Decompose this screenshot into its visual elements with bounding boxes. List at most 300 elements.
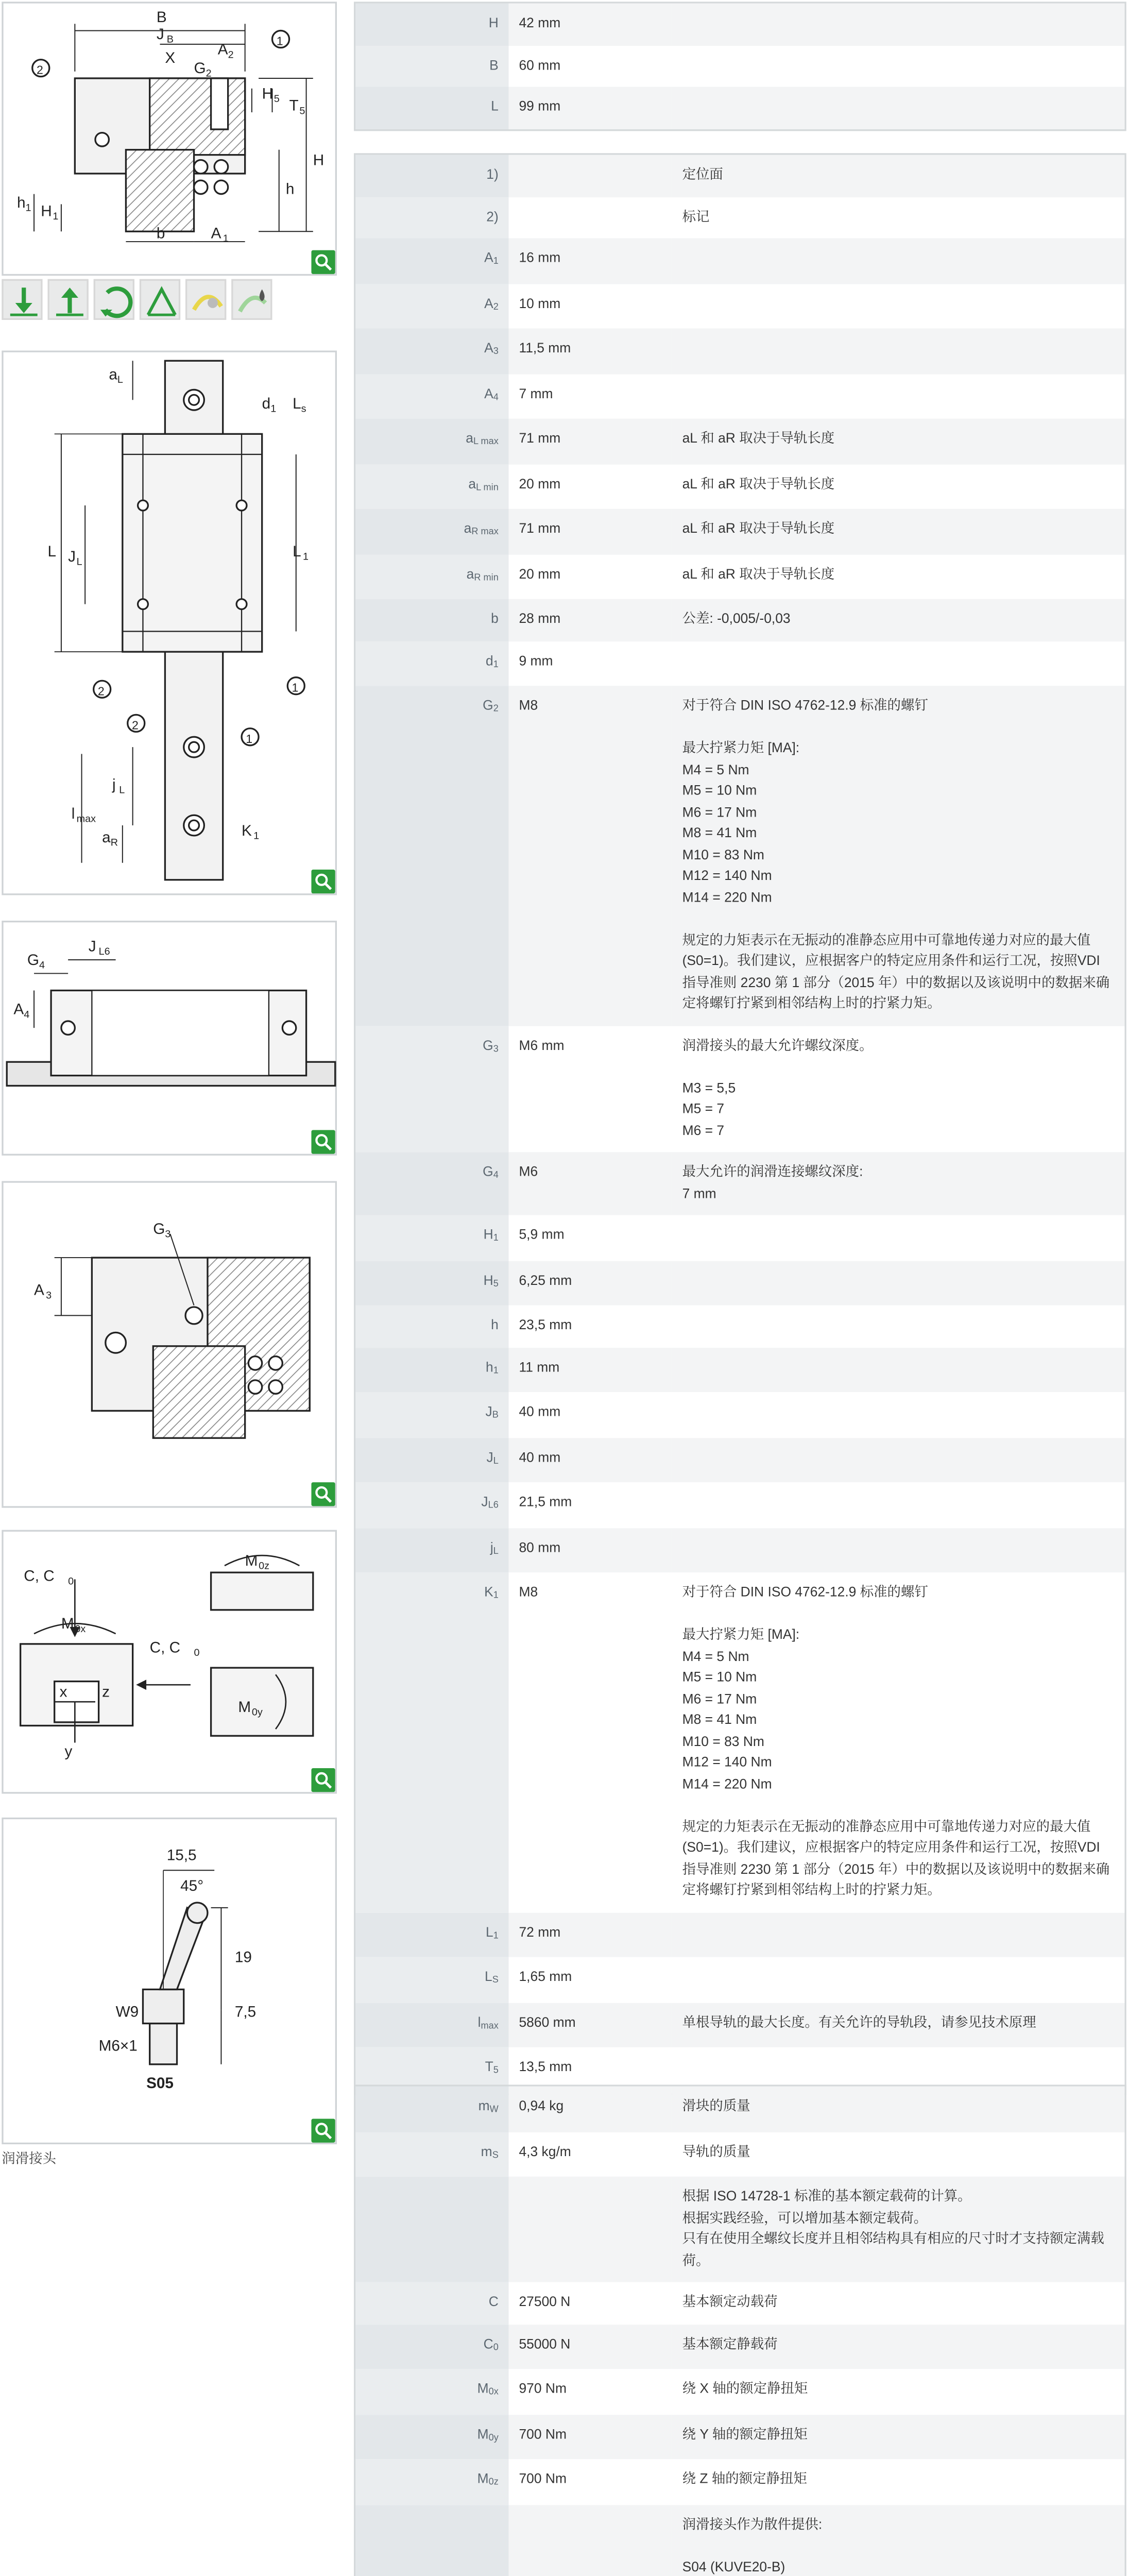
label-cc0-side <box>150 1639 200 1658</box>
row-value: 0,94 kg <box>509 2087 672 2132</box>
svg-text:J: J <box>68 548 76 566</box>
key-symbol: M <box>477 2471 489 2486</box>
row-value: M6 <box>509 1152 672 1215</box>
label-w9 <box>116 2003 139 2020</box>
row-value: 27500 N <box>509 2282 672 2324</box>
key-subscript: L min <box>476 482 499 493</box>
table-row <box>355 197 1124 239</box>
svg-text:L: L <box>293 543 301 561</box>
key-subscript: 0x <box>488 2387 499 2398</box>
key-subscript: 3 <box>493 1044 499 1055</box>
row-key <box>355 2324 508 2369</box>
svg-text:j: j <box>112 776 116 793</box>
key-symbol: m <box>481 2143 492 2159</box>
row-key <box>355 45 508 87</box>
row-key <box>355 197 508 239</box>
dim-T5 <box>289 97 305 117</box>
svg-text:G: G <box>194 60 206 77</box>
row-key <box>355 1482 508 1528</box>
svg-text:15,5: 15,5 <box>166 1846 197 1864</box>
dim-H <box>313 151 324 168</box>
dim-A1 <box>211 225 229 244</box>
svg-text:L: L <box>76 556 82 568</box>
svg-text:K: K <box>242 822 252 839</box>
table-row <box>355 1152 1124 1215</box>
row-value: 55000 N <box>509 2324 672 2369</box>
svg-text:h: h <box>17 194 26 211</box>
svg-text:2: 2 <box>206 67 212 79</box>
row-description: 绕 X 轴的额定静扭矩 <box>672 2369 1125 2414</box>
table-row <box>355 1215 1124 1260</box>
zoom-icon[interactable] <box>311 250 335 274</box>
row-key <box>355 1347 508 1392</box>
key-symbol: L <box>486 1924 493 1939</box>
svg-text:M6×1: M6×1 <box>98 2037 138 2055</box>
table-row <box>355 2324 1124 2369</box>
row-key <box>355 2459 508 2504</box>
label-cc0-top <box>24 1568 74 1587</box>
dim-Ls <box>293 395 306 415</box>
svg-text:0z: 0z <box>259 1560 270 1572</box>
row-key <box>355 1957 508 2003</box>
moment-icon <box>94 279 134 320</box>
table-row <box>355 87 1124 128</box>
svg-text:L: L <box>47 543 57 561</box>
key-symbol: a <box>466 566 474 582</box>
svg-text:max: max <box>76 813 96 825</box>
row-value: 11,5 mm <box>509 329 672 374</box>
table-row <box>355 464 1124 509</box>
table-row <box>355 2459 1124 2504</box>
row-description: aL 和 aR 取决于导轨长度 <box>672 509 1125 554</box>
key-symbol: L <box>484 1969 492 1985</box>
zoom-icon[interactable] <box>311 1768 335 1792</box>
row-key <box>355 2002 508 2047</box>
svg-text:3: 3 <box>46 1290 52 1301</box>
row-key <box>355 2504 508 2576</box>
key-symbol: m <box>478 2098 490 2114</box>
figure-side-view <box>2 921 337 1156</box>
row-description <box>672 1912 1125 1957</box>
axis-x <box>60 1683 67 1700</box>
row-description: 公差: -0,005/-0,03 <box>672 599 1125 641</box>
key-symbol: C <box>488 2294 499 2310</box>
row-key <box>355 87 508 128</box>
dim-B <box>157 9 167 26</box>
dim-b <box>157 225 165 242</box>
dim-G2 <box>194 60 212 79</box>
key-symbol: C <box>483 2335 493 2351</box>
dim-K1 <box>242 822 259 842</box>
key-symbol: 2) <box>486 208 499 224</box>
svg-text:S05: S05 <box>146 2075 174 2092</box>
svg-text:W9: W9 <box>115 2003 139 2021</box>
label-m6x1 <box>99 2037 138 2054</box>
dim-45deg <box>180 1877 203 1894</box>
row-description <box>672 641 1125 686</box>
svg-text:2: 2 <box>37 63 43 77</box>
table-main-dimensions <box>354 2 1126 130</box>
row-description <box>672 329 1125 374</box>
svg-text:C, C: C, C <box>149 1639 181 1656</box>
row-key <box>355 554 508 599</box>
svg-text:L: L <box>117 374 123 386</box>
key-subscript: 5 <box>493 1279 499 1290</box>
table-row <box>355 2002 1124 2047</box>
table-row <box>355 45 1124 87</box>
zoom-icon[interactable] <box>311 870 335 893</box>
dim-JB <box>157 26 174 45</box>
row-value: 23,5 mm <box>509 1306 672 1347</box>
key-symbol: b <box>491 611 499 626</box>
table-row <box>355 1306 1124 1347</box>
svg-text:C, C: C, C <box>24 1567 55 1585</box>
key-symbol: a <box>464 520 472 536</box>
figure-lube-nipple <box>2 1818 337 2144</box>
zoom-icon[interactable] <box>311 1130 335 1154</box>
row-description: 润滑接头的最大允许螺纹深度。 M3 = 5,5 M5 = 7 M6 = 7 <box>672 1025 1125 1152</box>
dim-aR <box>102 829 118 849</box>
svg-text:b: b <box>156 225 165 242</box>
row-value: 1,65 mm <box>509 1957 672 2003</box>
table-row <box>355 238 1124 283</box>
key-subscript: 3 <box>493 347 499 358</box>
key-subscript: 2 <box>493 302 499 313</box>
svg-text:M: M <box>238 1699 251 1716</box>
key-symbol: G <box>483 698 493 714</box>
row-description <box>672 238 1125 283</box>
key-subscript: R min <box>474 572 499 583</box>
key-subscript: W <box>489 2105 499 2115</box>
svg-text:y: y <box>64 1742 73 1760</box>
row-value: 6,25 mm <box>509 1260 672 1306</box>
svg-text:G: G <box>153 1220 165 1238</box>
key-symbol: a <box>466 430 474 446</box>
callout-1-bottom <box>242 728 259 745</box>
row-value <box>509 2504 672 2576</box>
key-symbol: A <box>484 385 493 401</box>
row-key <box>355 1306 508 1347</box>
tilt-icon <box>140 279 180 320</box>
figure-caption: 润滑接头 <box>2 2151 57 2166</box>
table-row <box>355 2131 1124 2177</box>
row-value: 20 mm <box>509 464 672 509</box>
svg-text:a: a <box>102 829 111 846</box>
row-key <box>355 2414 508 2460</box>
row-value: 40 mm <box>509 1437 672 1483</box>
row-key <box>355 1528 508 1573</box>
svg-text:A: A <box>13 1001 24 1018</box>
svg-text:4: 4 <box>39 959 45 971</box>
row-description <box>672 87 1125 128</box>
svg-text:B: B <box>156 8 167 26</box>
table-row <box>355 599 1124 641</box>
label-s05 <box>146 2075 174 2092</box>
row-value: 71 mm <box>509 509 672 554</box>
svg-text:0y: 0y <box>251 1706 263 1718</box>
row-key <box>355 155 508 197</box>
key-symbol: M <box>477 2381 489 2396</box>
dim-H5 <box>262 86 280 105</box>
row-description <box>672 45 1125 87</box>
svg-text:H: H <box>41 202 52 220</box>
table-row <box>355 686 1124 1025</box>
row-key <box>355 419 508 464</box>
row-value <box>509 197 672 239</box>
table-row <box>355 1437 1124 1483</box>
row-value: 72 mm <box>509 1912 672 1957</box>
load-down-icon <box>2 279 42 320</box>
row-value: 40 mm <box>509 1392 672 1437</box>
row-value: 5860 mm <box>509 2002 672 2047</box>
key-symbol: A <box>484 250 493 266</box>
key-symbol: 1) <box>486 166 499 182</box>
callout-2-bottom <box>128 715 145 732</box>
svg-text:h: h <box>285 180 295 198</box>
key-subscript: 0z <box>488 2478 499 2488</box>
svg-text:x: x <box>59 1683 67 1701</box>
row-value: 71 mm <box>509 419 672 464</box>
svg-text:0: 0 <box>68 1575 74 1587</box>
row-description: 单根导轨的最大长度。有关允许的导轨段，请参见技术原理 <box>672 2002 1125 2047</box>
row-description: 基本额定静载荷 <box>672 2324 1125 2369</box>
svg-text:2: 2 <box>228 49 234 61</box>
svg-text:3: 3 <box>165 1228 171 1240</box>
key-symbol: G <box>483 1037 493 1053</box>
row-value: 28 mm <box>509 599 672 641</box>
row-description: 绕 Y 轴的额定静扭矩 <box>672 2414 1125 2460</box>
row-description: 最大允许的润滑连接螺纹深度: 7 mm <box>672 1152 1125 1215</box>
row-key <box>355 4 508 45</box>
key-symbol: H <box>483 1227 493 1243</box>
dim-X <box>165 49 175 66</box>
dim-A3 <box>34 1282 52 1301</box>
row-key <box>355 599 508 641</box>
row-value: 20 mm <box>509 554 672 599</box>
svg-text:2: 2 <box>97 684 105 698</box>
row-description <box>672 1392 1125 1437</box>
svg-text:0x: 0x <box>75 1623 86 1635</box>
table-row <box>355 283 1124 329</box>
dim-G4 <box>27 952 45 971</box>
key-subscript: 1 <box>493 659 499 670</box>
key-subscript: 2 <box>493 704 499 715</box>
svg-text:1: 1 <box>223 233 229 245</box>
row-description: 润滑接头作为散件提供: S04 (KUVE20-B) <box>672 2504 1125 2576</box>
key-symbol: J <box>486 1449 493 1465</box>
key-symbol: a <box>468 476 476 491</box>
row-key <box>355 329 508 374</box>
row-description <box>672 374 1125 419</box>
row-key <box>355 1215 508 1260</box>
svg-text:1: 1 <box>246 732 253 745</box>
row-description <box>672 1306 1125 1347</box>
bolt-hole <box>211 78 228 129</box>
row-key <box>355 1437 508 1483</box>
key-symbol: h <box>491 1317 499 1333</box>
dim-h1 <box>17 194 31 214</box>
figure-cross-section <box>2 2 337 276</box>
lube-port <box>95 133 109 146</box>
row-key <box>355 1152 508 1215</box>
key-subscript: L6 <box>488 1501 499 1512</box>
table-row <box>355 1482 1124 1528</box>
row-value <box>509 2177 672 2282</box>
svg-text:L: L <box>293 395 301 412</box>
svg-text:4: 4 <box>24 1009 30 1021</box>
key-subscript: 4 <box>493 1171 499 1181</box>
callout-2 <box>32 60 49 77</box>
row-description: 绕 Z 轴的额定静扭矩 <box>672 2459 1125 2504</box>
svg-text:B: B <box>166 33 174 45</box>
callout-2-top <box>94 681 111 698</box>
row-description: 标记 <box>672 197 1125 239</box>
row-value: 9 mm <box>509 641 672 686</box>
lubrication-icon <box>185 279 226 320</box>
table-row <box>355 155 1124 197</box>
axis-z <box>102 1683 110 1700</box>
load-up-icon <box>47 279 88 320</box>
key-subscript: L <box>493 1455 499 1466</box>
row-description: 对于符合 DIN ISO 4762-12.9 标准的螺钉 最大拧紧力矩 [MA]: M4 = 5 Nm M5 = 10 Nm M6 = 17 Nm M8 = 41 Nm M10 = 83 Nm M12 = 140 Nm M14 = 220 Nm 规定的力矩表示在无振动的准静态应用中可靠地传递力对应的最大值(S0=1)。我们建议，应根据客户的特定应用条件和运行工况，按照VDI 指导准则 2230 第 1 部分（2015 年）中的数据以及该说明中的数据来确定将螺钉拧紧到相邻结构上时的拧紧力矩。 <box>672 686 1125 1025</box>
svg-text:7,5: 7,5 <box>234 2003 257 2021</box>
table-row <box>355 1572 1124 1912</box>
table-row <box>355 641 1124 686</box>
row-value: 970 Nm <box>509 2369 672 2414</box>
dim-G3 <box>153 1221 170 1240</box>
key-subscript: 1 <box>493 257 499 267</box>
table-row <box>355 2369 1124 2414</box>
row-key <box>355 374 508 419</box>
table-row <box>355 554 1124 599</box>
row-value: 10 mm <box>509 283 672 329</box>
row-value: 7 mm <box>509 374 672 419</box>
table-load-ratings <box>354 2084 1126 2576</box>
table-row <box>355 329 1124 374</box>
ball-2 <box>214 160 228 174</box>
figure-load-directions <box>2 1530 337 1794</box>
svg-text:19: 19 <box>234 1948 252 1966</box>
svg-text:1: 1 <box>276 34 283 48</box>
oil-icon <box>231 279 272 320</box>
table-row <box>355 419 1124 464</box>
svg-text:1: 1 <box>253 830 260 842</box>
row-key <box>355 1392 508 1437</box>
key-subscript: 1 <box>493 1930 499 1941</box>
row-key <box>355 464 508 509</box>
row-value: 5,9 mm <box>509 1215 672 1260</box>
table-row <box>355 1260 1124 1306</box>
row-description: 根据 ISO 14728-1 标准的基本额定载荷的计算。 根据实践经验，可以增加基本额定载荷。 只有在使用全螺纹长度并且相邻结构具有相应的尺寸时才支持额定满载荷。 <box>672 2177 1125 2282</box>
row-key <box>355 641 508 686</box>
row-key <box>355 2369 508 2414</box>
row-value: 4,3 kg/m <box>509 2131 672 2177</box>
svg-text:L6: L6 <box>98 946 110 958</box>
svg-text:2: 2 <box>131 718 139 732</box>
row-value: 16 mm <box>509 238 672 283</box>
svg-text:1: 1 <box>53 211 59 223</box>
dim-L <box>47 543 56 560</box>
figure-top-view <box>2 350 337 895</box>
key-subscript: L max <box>473 437 499 448</box>
key-subscript: 0 <box>493 2342 499 2353</box>
row-description <box>672 1437 1125 1483</box>
key-symbol: M <box>477 2426 489 2442</box>
row-key <box>355 1025 508 1152</box>
dim-19 <box>235 1949 252 1966</box>
table-row <box>355 4 1124 45</box>
key-symbol: h <box>486 1359 493 1375</box>
key-subscript: 1 <box>493 1365 499 1376</box>
key-subscript: 5 <box>493 2066 499 2076</box>
row-key <box>355 1260 508 1306</box>
dim-JL <box>68 548 82 568</box>
row-key <box>355 2087 508 2132</box>
row-value: 13,5 mm <box>509 2047 672 2093</box>
table-row <box>355 1528 1124 1573</box>
svg-text:1: 1 <box>25 202 31 214</box>
dim-jL <box>112 776 125 796</box>
row-value: 60 mm <box>509 45 672 87</box>
row-description: aL 和 aR 取决于导轨长度 <box>672 419 1125 464</box>
key-symbol: H <box>488 15 499 31</box>
row-description <box>672 1528 1125 1573</box>
svg-text:z: z <box>102 1683 110 1701</box>
table-row <box>355 509 1124 554</box>
row-key <box>355 2177 508 2282</box>
svg-text:A: A <box>34 1281 44 1299</box>
svg-text:5: 5 <box>299 105 305 117</box>
row-value: M8 <box>509 1572 672 1912</box>
dim-h <box>286 181 295 198</box>
svg-text:d: d <box>262 395 271 412</box>
svg-text:R: R <box>110 837 118 849</box>
svg-text:J: J <box>156 25 164 43</box>
table-row <box>355 1025 1124 1152</box>
key-symbol: K <box>484 1584 493 1600</box>
key-symbol: G <box>483 1164 493 1180</box>
key-symbol: A <box>484 340 493 356</box>
table-row <box>355 2282 1124 2324</box>
label-m0x <box>61 1615 86 1635</box>
row-description: aL 和 aR 取决于导轨长度 <box>672 554 1125 599</box>
svg-text:s: s <box>301 403 306 415</box>
key-subscript: R max <box>471 527 499 538</box>
row-description: 对于符合 DIN ISO 4762-12.9 标准的螺钉 最大拧紧力矩 [MA]: M4 = 5 Nm M5 = 10 Nm M6 = 17 Nm M8 = 41 Nm M10 = 83 Nm M12 = 140 Nm M14 = 220 Nm 规定的力矩表示在无振动的准静态应用中可靠地传递力对应的最大值(S0=1)。我们建议，应根据客户的特定应用条件和运行工况，按照VDI 指导准则 2230 第 1 部分（2015 年）中的数据以及该说明中的数据来确定将螺钉拧紧到相邻结构上时的拧紧力矩。 <box>672 1572 1125 1912</box>
dim-H1 <box>41 203 58 223</box>
dim-7-5 <box>235 2003 256 2020</box>
key-subscript: S <box>492 2150 499 2161</box>
svg-text:T: T <box>289 97 299 114</box>
dim-lmax <box>72 805 96 825</box>
axis-y <box>65 1743 73 1760</box>
row-description <box>672 4 1125 45</box>
figure-lube-section <box>2 1181 337 1507</box>
zoom-icon[interactable] <box>311 2119 335 2142</box>
row-description <box>672 1347 1125 1392</box>
dim-d1 <box>262 395 277 415</box>
svg-text:0: 0 <box>194 1647 200 1659</box>
svg-text:G: G <box>27 951 39 969</box>
key-symbol: T <box>485 2059 493 2075</box>
row-value: 80 mm <box>509 1528 672 1573</box>
table-row <box>355 2177 1124 2282</box>
row-value: 99 mm <box>509 87 672 128</box>
table-row <box>355 2504 1124 2576</box>
dim-L1 <box>293 543 309 563</box>
zoom-icon[interactable] <box>311 1482 335 1506</box>
callout-1-top <box>287 677 304 694</box>
